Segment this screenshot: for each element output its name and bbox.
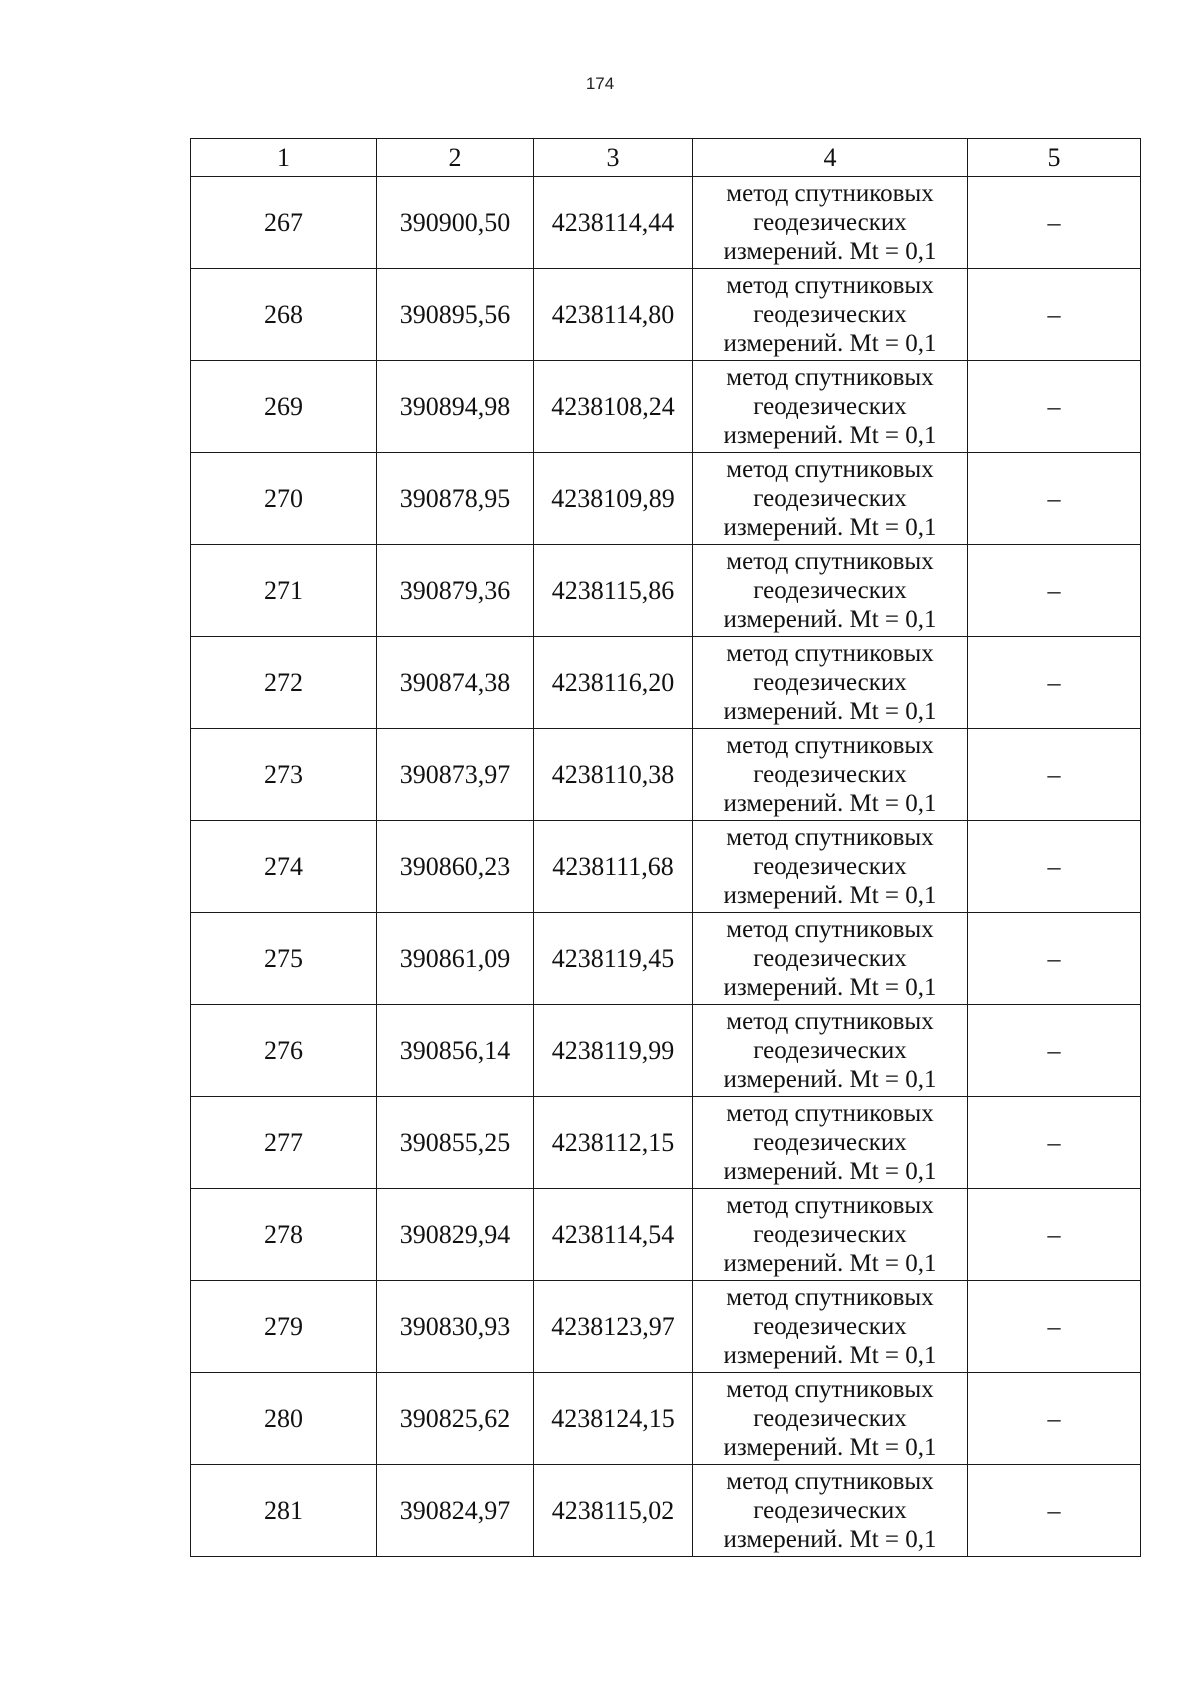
method-line: измерений. Mt = 0,1	[723, 514, 937, 541]
point-number-cell: 279	[191, 1281, 377, 1373]
method-line: измерений. Mt = 0,1	[723, 1066, 937, 1093]
method-line: геодезических	[753, 853, 907, 880]
coordinates-table	[190, 138, 1141, 1557]
x-coordinate-cell: 390856,14	[377, 1005, 534, 1097]
header-col-1: 1	[191, 139, 377, 177]
method-cell	[693, 1465, 968, 1557]
page-number: 174	[585, 74, 615, 93]
method-cell	[693, 545, 968, 637]
x-coordinate-cell: 390830,93	[377, 1281, 534, 1373]
method-line: геодезических	[753, 301, 907, 328]
method-line: измерений. Mt = 0,1	[723, 1158, 937, 1185]
method-line: измерений. Mt = 0,1	[723, 1526, 937, 1553]
method-line: геодезических	[753, 1037, 907, 1064]
note-cell: –	[968, 1189, 1141, 1281]
note-cell: –	[968, 1281, 1141, 1373]
table-row	[191, 637, 1141, 729]
point-number-cell: 267	[191, 177, 377, 269]
method-line: метод спутниковых	[726, 824, 934, 851]
y-coordinate-cell: 4238124,15	[534, 1373, 693, 1465]
x-coordinate-cell: 390895,56	[377, 269, 534, 361]
note-cell: –	[968, 545, 1141, 637]
y-coordinate-cell: 4238112,15	[534, 1097, 693, 1189]
method-line: метод спутниковых	[726, 1192, 934, 1219]
method-line: геодезических	[753, 761, 907, 788]
method-line: измерений. Mt = 0,1	[723, 974, 937, 1001]
x-coordinate-cell: 390900,50	[377, 177, 534, 269]
point-number-cell: 273	[191, 729, 377, 821]
point-number-cell: 278	[191, 1189, 377, 1281]
table-row	[191, 913, 1141, 1005]
method-line: измерений. Mt = 0,1	[723, 1250, 937, 1277]
method-line: геодезических	[753, 669, 907, 696]
y-coordinate-cell: 4238115,02	[534, 1465, 693, 1557]
x-coordinate-cell: 390855,25	[377, 1097, 534, 1189]
method-line: геодезических	[753, 1129, 907, 1156]
method-line: измерений. Mt = 0,1	[723, 698, 937, 725]
method-cell	[693, 361, 968, 453]
method-line: метод спутниковых	[726, 916, 934, 943]
method-cell	[693, 1097, 968, 1189]
table-row	[191, 361, 1141, 453]
method-line: метод спутниковых	[726, 640, 934, 667]
note-cell: –	[968, 1005, 1141, 1097]
y-coordinate-cell: 4238111,68	[534, 821, 693, 913]
method-cell	[693, 729, 968, 821]
x-coordinate-cell: 390878,95	[377, 453, 534, 545]
y-coordinate-cell: 4238108,24	[534, 361, 693, 453]
note-cell: –	[968, 1097, 1141, 1189]
point-number-cell: 268	[191, 269, 377, 361]
method-line: геодезических	[753, 945, 907, 972]
note-cell: –	[968, 177, 1141, 269]
y-coordinate-cell: 4238110,38	[534, 729, 693, 821]
method-line: метод спутниковых	[726, 180, 934, 207]
note-cell: –	[968, 729, 1141, 821]
x-coordinate-cell: 390874,38	[377, 637, 534, 729]
table-row	[191, 1465, 1141, 1557]
y-coordinate-cell: 4238115,86	[534, 545, 693, 637]
y-coordinate-cell: 4238123,97	[534, 1281, 693, 1373]
header-col-3: 3	[534, 139, 693, 177]
note-cell: –	[968, 637, 1141, 729]
method-line: измерений. Mt = 0,1	[723, 422, 937, 449]
table-body	[191, 177, 1141, 1557]
point-number-cell: 272	[191, 637, 377, 729]
note-cell: –	[968, 453, 1141, 545]
note-cell: –	[968, 1373, 1141, 1465]
point-number-cell: 274	[191, 821, 377, 913]
y-coordinate-cell: 4238114,54	[534, 1189, 693, 1281]
method-line: метод спутниковых	[726, 1284, 934, 1311]
method-line: метод спутниковых	[726, 1008, 934, 1035]
point-number-cell: 275	[191, 913, 377, 1005]
x-coordinate-cell: 390861,09	[377, 913, 534, 1005]
point-number-cell: 276	[191, 1005, 377, 1097]
method-line: измерений. Mt = 0,1	[723, 606, 937, 633]
table-row	[191, 269, 1141, 361]
method-line: измерений. Mt = 0,1	[723, 330, 937, 357]
method-line: измерений. Mt = 0,1	[723, 238, 937, 265]
method-line: метод спутниковых	[726, 732, 934, 759]
method-line: измерений. Mt = 0,1	[723, 1342, 937, 1369]
x-coordinate-cell: 390860,23	[377, 821, 534, 913]
table-row	[191, 1373, 1141, 1465]
table-row	[191, 177, 1141, 269]
table-row	[191, 729, 1141, 821]
table-row	[191, 545, 1141, 637]
table-row	[191, 1097, 1141, 1189]
x-coordinate-cell: 390824,97	[377, 1465, 534, 1557]
header-col-4: 4	[693, 139, 968, 177]
header-col-5: 5	[968, 139, 1141, 177]
table-row	[191, 821, 1141, 913]
method-line: метод спутниковых	[726, 272, 934, 299]
method-cell	[693, 177, 968, 269]
method-line: измерений. Mt = 0,1	[723, 1434, 937, 1461]
point-number-cell: 281	[191, 1465, 377, 1557]
y-coordinate-cell: 4238114,44	[534, 177, 693, 269]
point-number-cell: 269	[191, 361, 377, 453]
y-coordinate-cell: 4238119,45	[534, 913, 693, 1005]
y-coordinate-cell: 4238116,20	[534, 637, 693, 729]
x-coordinate-cell: 390873,97	[377, 729, 534, 821]
y-coordinate-cell: 4238109,89	[534, 453, 693, 545]
method-line: геодезических	[753, 393, 907, 420]
method-cell	[693, 1281, 968, 1373]
method-cell	[693, 1373, 968, 1465]
table-row	[191, 1281, 1141, 1373]
method-line: измерений. Mt = 0,1	[723, 882, 937, 909]
method-line: геодезических	[753, 1405, 907, 1432]
point-number-cell: 270	[191, 453, 377, 545]
method-cell	[693, 913, 968, 1005]
method-line: геодезических	[753, 209, 907, 236]
method-line: метод спутниковых	[726, 1468, 934, 1495]
y-coordinate-cell: 4238119,99	[534, 1005, 693, 1097]
method-cell	[693, 821, 968, 913]
table-row	[191, 1005, 1141, 1097]
method-line: метод спутниковых	[726, 1100, 934, 1127]
note-cell: –	[968, 821, 1141, 913]
method-line: геодезических	[753, 1313, 907, 1340]
table-row	[191, 1189, 1141, 1281]
method-cell	[693, 1189, 968, 1281]
method-line: измерений. Mt = 0,1	[723, 790, 937, 817]
y-coordinate-cell: 4238114,80	[534, 269, 693, 361]
note-cell: –	[968, 361, 1141, 453]
x-coordinate-cell: 390894,98	[377, 361, 534, 453]
method-line: метод спутниковых	[726, 364, 934, 391]
table-row	[191, 453, 1141, 545]
note-cell: –	[968, 1465, 1141, 1557]
method-line: геодезических	[753, 1497, 907, 1524]
method-line: метод спутниковых	[726, 1376, 934, 1403]
x-coordinate-cell: 390825,62	[377, 1373, 534, 1465]
method-line: геодезических	[753, 485, 907, 512]
point-number-cell: 280	[191, 1373, 377, 1465]
header-col-2: 2	[377, 139, 534, 177]
method-cell	[693, 269, 968, 361]
point-number-cell: 277	[191, 1097, 377, 1189]
method-line: геодезических	[753, 577, 907, 604]
note-cell: –	[968, 269, 1141, 361]
note-cell: –	[968, 913, 1141, 1005]
point-number-cell: 271	[191, 545, 377, 637]
method-cell	[693, 1005, 968, 1097]
method-line: геодезических	[753, 1221, 907, 1248]
method-cell	[693, 637, 968, 729]
x-coordinate-cell: 390879,36	[377, 545, 534, 637]
table-header-row	[191, 139, 1141, 177]
method-line: метод спутниковых	[726, 456, 934, 483]
method-line: метод спутниковых	[726, 548, 934, 575]
method-cell	[693, 453, 968, 545]
x-coordinate-cell: 390829,94	[377, 1189, 534, 1281]
